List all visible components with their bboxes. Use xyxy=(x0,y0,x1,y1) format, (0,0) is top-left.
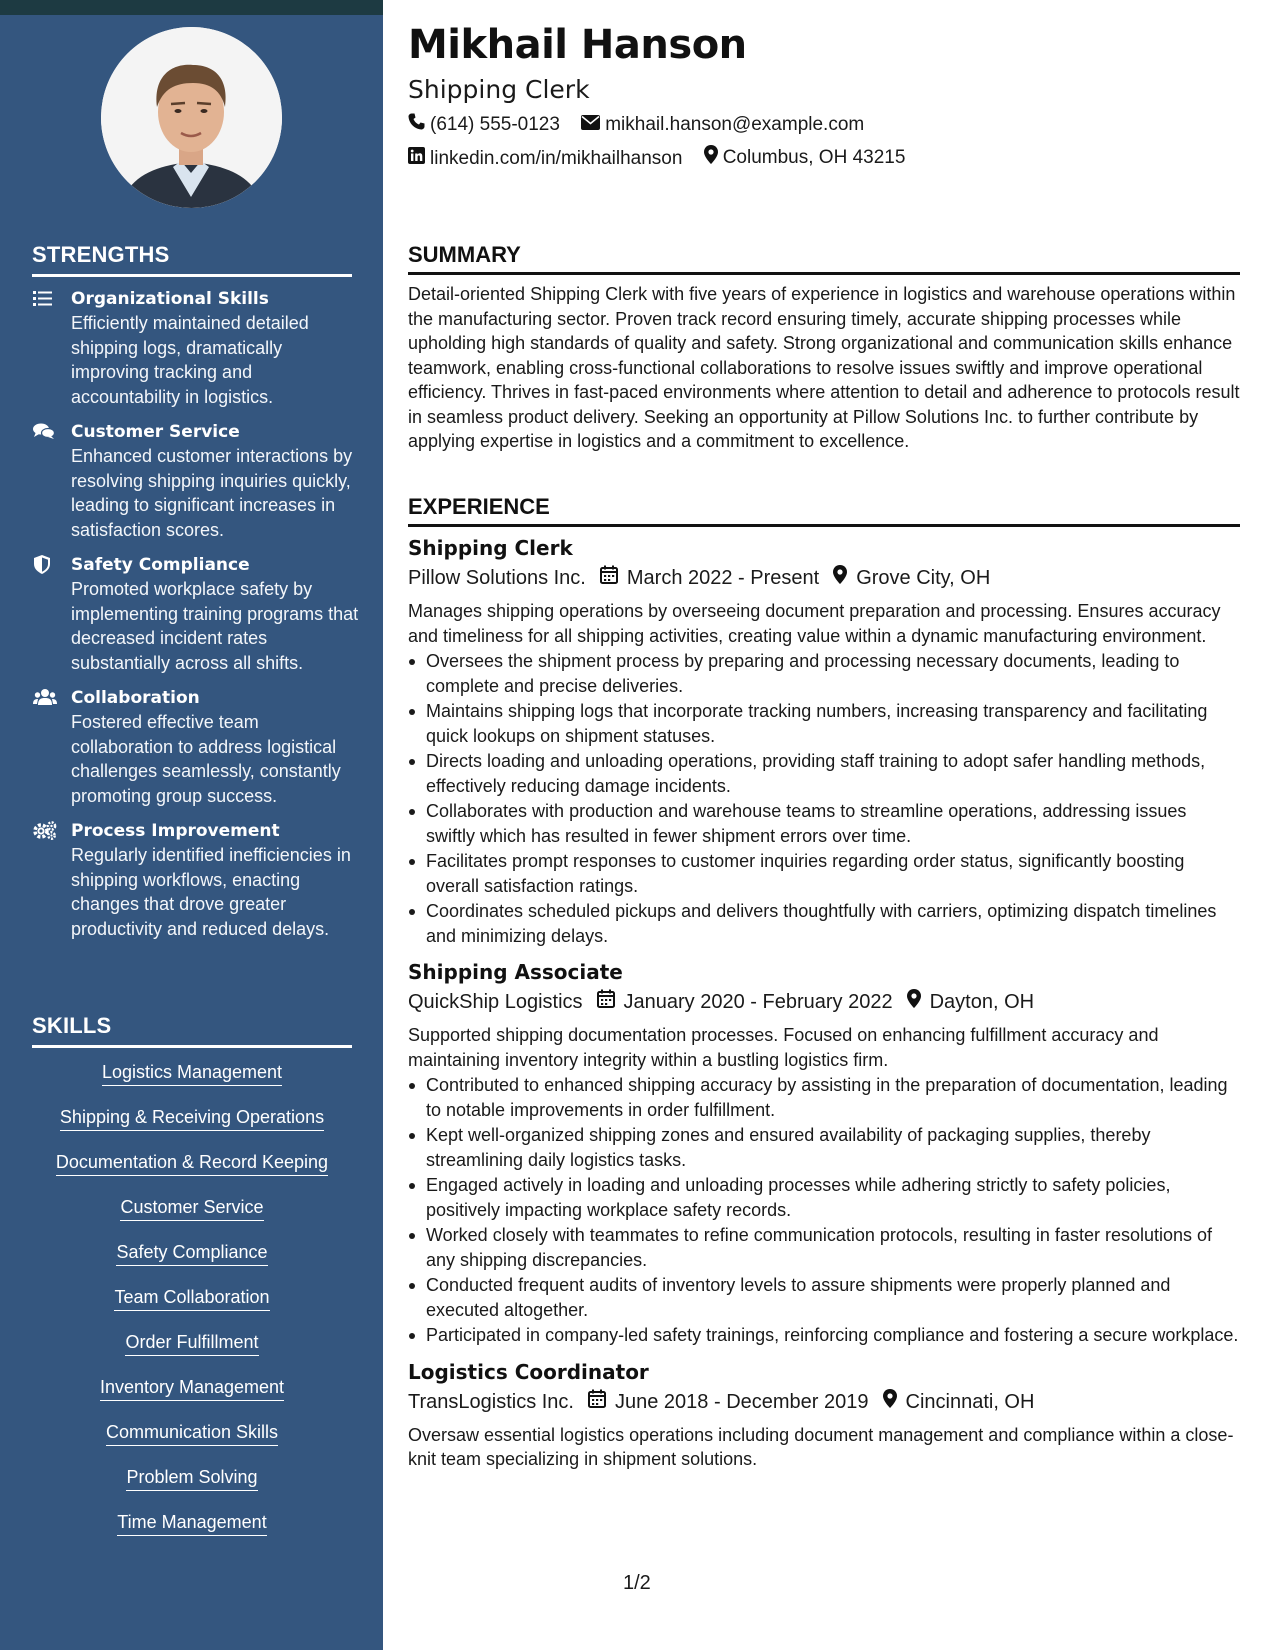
strength-title: Safety Compliance xyxy=(71,555,250,575)
users-icon xyxy=(33,688,55,706)
skill-item: Time Management xyxy=(117,1510,266,1536)
job-bullet: Directs loading and unloading operations, providing staff training to adopt safer handling methods, effectively reducing damage incidents. xyxy=(408,749,1240,798)
strength-item xyxy=(32,420,362,542)
strength-item xyxy=(32,287,362,409)
strength-description: Regularly identified inefficiencies in shipping workflows, enacting changes that drove greater productivity and reduced delays. xyxy=(71,845,351,939)
map-pin-icon xyxy=(893,987,930,1017)
chat-bubbles-icon xyxy=(33,422,55,440)
skill-item: Team Collaboration xyxy=(114,1285,269,1311)
job-bullet: Oversees the shipment process by preparing and processing necessary documents, leading to complete and precise deliveries. xyxy=(408,649,1240,698)
linkedin-url: linkedin.com/in/mikhailhanson xyxy=(430,147,683,169)
job-meta xyxy=(408,563,1240,593)
job-bullets xyxy=(408,649,1240,948)
phone-icon xyxy=(408,113,430,136)
strength-item xyxy=(32,819,362,941)
job-meta xyxy=(408,987,1240,1017)
experience-list xyxy=(408,534,1240,1482)
strength-description: Efficiently maintained detailed shipping logs, dramatically improving tracking and accountability in logistics. xyxy=(71,313,309,407)
summary-heading: SUMMARY xyxy=(408,242,1240,275)
map-pin-icon xyxy=(869,1387,906,1417)
contact-row xyxy=(408,113,880,136)
list-icon xyxy=(33,289,55,307)
job-bullet: Worked closely with teammates to refine communication protocols, resulting in faster resolutions of any shipping discrepancies. xyxy=(408,1223,1240,1272)
job-bullet: Participated in company-led safety trainings, reinforcing compliance and fostering a secure workplace. xyxy=(408,1323,1240,1348)
calendar-icon xyxy=(583,987,624,1017)
job-dates: March 2022 - Present xyxy=(626,567,820,589)
phone-number: (614) 555-0123 xyxy=(430,113,560,135)
job-bullets xyxy=(408,1073,1240,1348)
company-name: QuickShip Logistics xyxy=(408,991,583,1013)
job-bullet: Conducted frequent audits of inventory levels to assure shipments were properly planned and executed altogether. xyxy=(408,1273,1240,1322)
avatar xyxy=(101,27,282,208)
summary-text: Detail-oriented Shipping Clerk with five years of experience in logistics and warehouse operations within the manufacturing sector. Proven track record ensuring timely, accurate shipping processes while upholding high standards of quality and safety. Strong organizational and communication skills enhance teamwork, enabling cross-functional collaborations to resolve issues swiftly and improve operational efficiency. Thrives in fast-paced environments where attention to detail and adherence to protocols result in seamless product delivery. Seeking an opportunity at Pillow Solutions Inc. to further contribute by applying expertise in logistics and a commitment to excellence. xyxy=(408,284,1240,451)
job-dates: June 2018 - December 2019 xyxy=(615,1390,869,1413)
linkedin-icon xyxy=(408,147,430,170)
linkedin-contact[interactable] xyxy=(408,147,682,170)
job-bullet: Engaged actively in loading and unloading processes while adhering strictly to safety policies, positively impacting workplace safety records. xyxy=(408,1173,1240,1222)
envelope-icon xyxy=(581,114,605,136)
job-bullet: Coordinates scheduled pickups and delivers thoughtfully with carriers, optimizing dispatch timelines and minimizing delays. xyxy=(408,899,1240,948)
phone-contact[interactable] xyxy=(408,113,560,136)
calendar-icon xyxy=(586,563,627,593)
strength-description: Fostered effective team collaboration to address logistical challenges seamlessly, constantly promoting group success. xyxy=(71,712,341,806)
email-contact[interactable] xyxy=(581,114,864,136)
job-bullet: Contributed to enhanced shipping accuracy by assisting in the preparation of documentation, leading to notable improvements in order fulfillment. xyxy=(408,1073,1240,1122)
job-description: Oversaw essential logistics operations including document management and compliance within a close-knit team specializing in shipment solutions. xyxy=(408,1424,1234,1469)
gears-icon xyxy=(33,821,55,839)
strength-description: Enhanced customer interactions by resolving shipping inquiries quickly, leading to significant increases in satisfaction scores. xyxy=(71,446,353,540)
job-entry xyxy=(408,534,1240,948)
job-bullet: Maintains shipping logs that incorporate tracking numbers, increasing transparency and facilitating quick lookups on shipment statuses. xyxy=(408,699,1240,748)
job-role: Logistics Coordinator xyxy=(408,1359,649,1384)
candidate-name: Mikhail Hanson xyxy=(408,22,747,68)
job-role: Shipping Associate xyxy=(408,960,623,984)
contact-row xyxy=(408,145,921,170)
strength-item xyxy=(32,553,362,675)
experience-heading: EXPERIENCE xyxy=(408,494,1240,527)
strength-title: Customer Service xyxy=(71,422,240,442)
email-address: mikhail.hanson@example.com xyxy=(605,114,865,135)
company-name: TransLogistics Inc. xyxy=(408,1390,574,1413)
company-name: Pillow Solutions Inc. xyxy=(408,567,586,589)
job-entry xyxy=(408,1358,1240,1472)
strengths-heading: STRENGTHS xyxy=(32,242,352,277)
location-contact xyxy=(704,145,906,170)
skills-list xyxy=(32,1060,352,1555)
job-bullet: Facilitates prompt responses to customer inquiries regarding order status, significantly boosting overall satisfaction ratings. xyxy=(408,849,1240,898)
strength-description: Promoted workplace safety by implementing training programs that decreased incident rates substantially across all shifts. xyxy=(71,579,359,673)
job-location: Dayton, OH xyxy=(929,991,1035,1013)
job-role: Shipping Clerk xyxy=(408,536,573,560)
location-text: Columbus, OH 43215 xyxy=(722,146,906,168)
job-location: Grove City, OH xyxy=(856,567,991,589)
skill-item: Communication Skills xyxy=(106,1420,278,1446)
skill-item: Shipping & Receiving Operations xyxy=(60,1105,324,1131)
skill-item: Safety Compliance xyxy=(116,1240,267,1266)
skill-item: Problem Solving xyxy=(126,1465,257,1491)
job-dates: January 2020 - February 2022 xyxy=(623,991,893,1013)
job-meta xyxy=(408,1387,1240,1417)
skill-item: Documentation & Record Keeping xyxy=(56,1150,328,1176)
skill-item: Inventory Management xyxy=(100,1375,284,1401)
strength-item xyxy=(32,686,362,808)
job-description: Manages shipping operations by overseeing document preparation and processing. Ensures accuracy and timeliness for all shipping activities, creating value within a dynamic manufacturing environment. xyxy=(408,601,1221,646)
shield-icon xyxy=(33,555,55,573)
skills-heading: SKILLS xyxy=(32,1013,352,1048)
sidebar-top-bar xyxy=(0,0,383,15)
strength-title: Organizational Skills xyxy=(71,289,269,309)
skill-item: Logistics Management xyxy=(102,1060,282,1086)
calendar-icon xyxy=(574,1387,615,1417)
job-entry xyxy=(408,958,1240,1348)
skill-item: Order Fulfillment xyxy=(125,1330,258,1356)
map-pin-icon xyxy=(704,145,723,170)
map-pin-icon xyxy=(819,563,856,593)
candidate-title: Shipping Clerk xyxy=(408,75,590,104)
job-location: Cincinnati, OH xyxy=(905,1390,1035,1413)
job-bullet: Kept well-organized shipping zones and ensured availability of packaging supplies, thereby streamlining daily logistics tasks. xyxy=(408,1123,1240,1172)
page-number: 1/2 xyxy=(623,1572,651,1594)
strengths-list xyxy=(32,287,362,952)
job-bullet: Collaborates with production and warehouse teams to streamline operations, addressing issues swiftly which has resulted in fewer shipment errors over time. xyxy=(408,799,1240,848)
main-content xyxy=(408,0,1240,1650)
job-description: Supported shipping documentation processes. Focused on enhancing fulfillment accuracy and maintaining inventory integrity within a bustling logistics firm. xyxy=(408,1025,1159,1070)
skill-item: Customer Service xyxy=(120,1195,263,1221)
strength-title: Collaboration xyxy=(71,688,200,708)
sidebar xyxy=(0,0,383,1650)
strength-title: Process Improvement xyxy=(71,821,280,841)
